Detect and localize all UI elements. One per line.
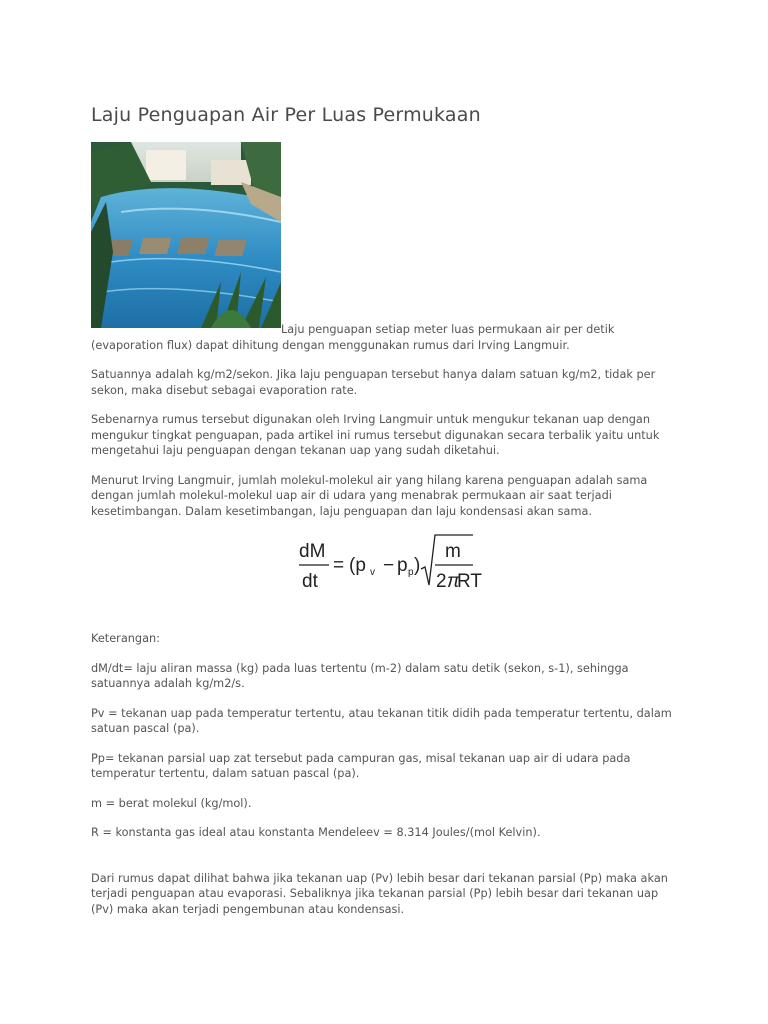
formula-rad-den-pi: π	[447, 571, 460, 592]
pool-photo	[91, 142, 281, 328]
formula-p: p	[397, 555, 408, 576]
notes-heading: Keterangan:	[91, 632, 160, 645]
formula-rad-numerator: m	[445, 541, 461, 562]
formula-minus: −	[383, 555, 395, 576]
note-dmdt: dM/dt= laju aliran massa (kg) pada luas tertentu (m-2) dalam satu detik (sekon, s-1), sehingga satuannya adalah kg/m2/s.	[91, 661, 629, 690]
formula-close: )	[414, 555, 421, 576]
note-r: R = konstanta gas ideal atau konstanta Mendeleev = 8.314 Joules/(mol Kelvin).	[91, 826, 541, 839]
formula-sub-v: v	[370, 567, 375, 578]
formula-sub-p: p	[408, 567, 414, 578]
note-m: m = berat molekul (kg/mol).	[91, 796, 252, 810]
langmuir-formula	[91, 533, 681, 603]
paragraph-langmuir-usage: Sebenarnya rumus tersebut digunakan oleh Irving Langmuir untuk mengukur tekanan uap dengan mengukur tingkat penguapan, pada artikel ini rumus tersebut digunakan secara terbalik yaitu untuk mengetahui laju penguapan dengan tekanan uap yang sudah diketahui.	[91, 413, 660, 457]
formula-equals: =	[333, 555, 345, 576]
note-pv: Pv = tekanan uap pada temperatur tertentu, atau tekanan titik didih pada temperatur tertentu, dalam satuan pascal (pa).	[91, 706, 672, 735]
formula-rad-den-2: 2	[436, 571, 447, 592]
intro-text: Laju penguapan setiap meter luas permukaan air per detik (evaporation flux) dapat dihitung dengan menggunakan rumus dari Irving Langmuir.	[91, 323, 615, 352]
pool-photo-image	[91, 142, 281, 328]
formula-open-pv: (p	[349, 555, 366, 576]
formula-lhs-numerator: dM	[299, 541, 326, 562]
note-pp: Pp= tekanan parsial uap zat tersebut pada campuran gas, misal tekanan uap air di udara pada temperatur tertentu, dalam satuan pascal (pa).	[91, 751, 631, 780]
formula-rad-den-rt: RT	[457, 571, 482, 592]
formula-lhs-denominator: dt	[302, 571, 318, 592]
conclusion-paragraph: Dari rumus dapat dilihat bahwa jika tekanan uap (Pv) lebih besar dari tekanan parsial (Pp) maka akan terjadi penguapan atau evaporasi. Sebaliknya jika tekanan parsial (Pp) lebih besar dari tekanan uap (Pv) maka akan terjadi pengembunan atau kondensasi.	[91, 871, 668, 916]
intro-block	[91, 142, 681, 328]
page-title: Laju Penguapan Air Per Luas Permukaan	[91, 104, 481, 126]
paragraph-units: Satuannya adalah kg/m2/sekon. Jika laju penguapan tersebut hanya dalam satuan kg/m2, tidak per sekon, maka disebut sebagai evaporation rate.	[91, 368, 656, 397]
article	[91, 104, 681, 917]
paragraph-equilibrium: Menurut Irving Langmuir, jumlah molekul-molekul air yang hilang karena penguapan adalah sama dengan jumlah molekul-molekul uap air di udara yang menabrak permukaan air saat terjadi kesetimbangan. Dalam kesetimbangan, laju penguapan dan laju kondensasi akan sama.	[91, 473, 648, 518]
